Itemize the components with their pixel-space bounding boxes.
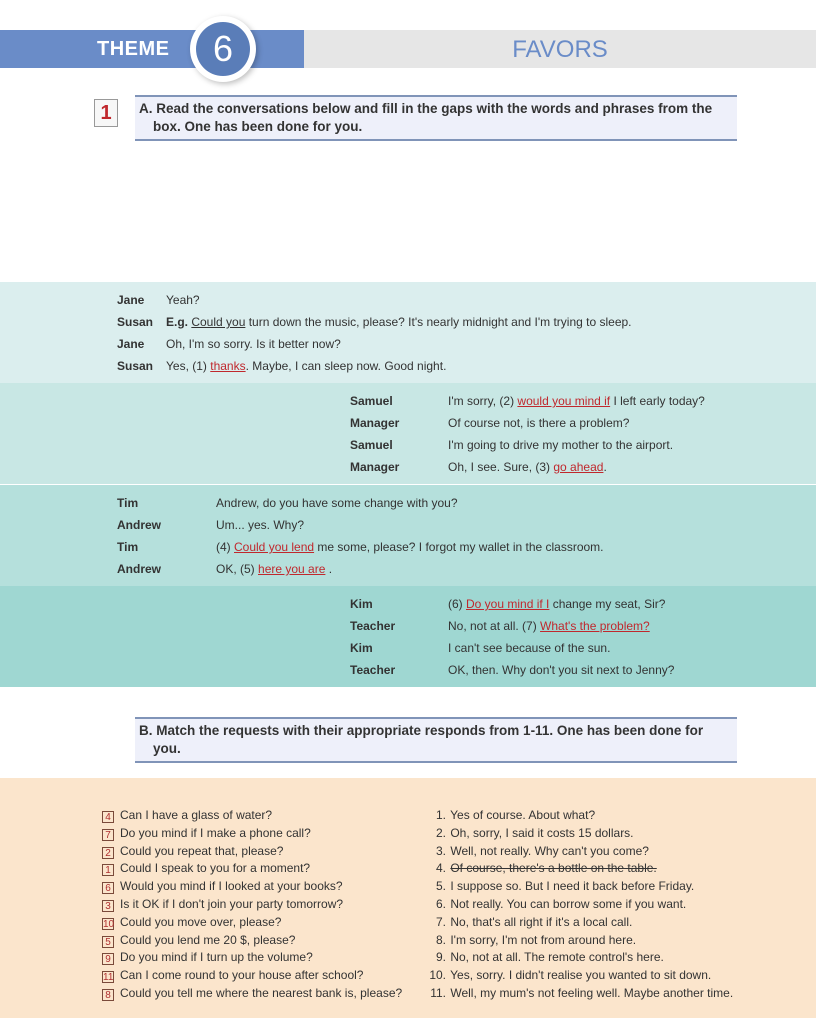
response-number: 6. [435,897,446,911]
request-text: Would you mind if I looked at your books? [120,879,343,894]
dialogue-line [166,293,200,307]
answer-box[interactable]: 4 [102,811,114,823]
speaker: Jane [117,337,145,351]
line-text: I'm sorry, (2) [448,394,518,408]
request-text: Can I come round to your house after school? [120,968,364,983]
filled-answer: here you are [258,562,326,576]
response-text: No, that's all right if it's a local call. [450,914,633,929]
request-text: Could I speak to you for a moment? [120,861,311,876]
dialogue-line [448,619,650,633]
dialogue-line [448,438,673,452]
line-text: I can't see because of the sun. [448,641,611,655]
request-text: Do you mind if I make a phone call? [120,825,311,840]
dialogue-line [216,496,458,510]
request-item [102,826,311,841]
instruction-line: box. One has been done for you. [153,119,363,134]
instruction-line: you. [153,741,181,756]
request-text: Could you lend me 20 $, please? [120,932,296,947]
response-number: 10. [429,968,446,983]
speaker: Kim [350,597,373,611]
answer-box[interactable]: 8 [102,989,114,1001]
instruction-line: B. Match the requests with their appropriate responds from 1-11. One has been done for [139,723,704,738]
line-text: Yeah? [166,293,200,307]
filled-answer: would you mind if [517,394,611,408]
response-number: 3. [435,843,446,858]
response-number: 2. [435,825,446,840]
page-title: FAVORS [512,36,608,63]
response-item [424,968,711,982]
response-item [424,897,686,911]
speaker: Manager [350,460,400,474]
answer-box[interactable]: 2 [102,847,114,859]
response-text: No, not at all. The remote control's here. [450,950,664,965]
speaker: Susan [117,359,154,373]
request-text: Could you tell me where the nearest bank is, please? [120,986,403,1000]
filled-answer: Could you lend [234,540,315,554]
response-item [424,844,649,858]
line-text: (6) [448,597,466,611]
line-text: Of course not, is there a problem? [448,416,630,430]
line-text: I'm going to drive my mother to the airport. [448,438,674,452]
dialogue-line [166,315,632,329]
response-number: 5. [435,879,446,894]
speaker: Samuel [350,438,393,452]
response-text: Not really. You can borrow some if you want. [450,897,687,911]
instruction-a [135,95,737,141]
speaker: Susan [117,315,154,329]
dialogue-line [448,663,674,677]
speaker: Samuel [350,394,393,408]
request-text: Could you move over, please? [120,914,282,929]
line-text: Andrew, do you have some change with you? [216,496,458,510]
response-item [424,950,664,964]
dialogue-line [448,641,610,655]
request-item [102,950,313,965]
dialogue-line [166,359,446,373]
speaker: Teacher [350,619,396,633]
line-text: Um... yes. Why? [216,518,305,532]
speaker: Tim [117,540,139,554]
section-number: 1 [94,99,118,127]
response-text: I'm sorry, I'm not from around here. [450,932,637,947]
request-text: Do you mind if I turn up the volume? [120,950,313,965]
response-number: 9. [435,950,446,965]
dialogue-line [166,337,341,351]
line-text: No, not at all. (7) [448,619,541,633]
response-item [424,879,694,893]
instruction-line: A. Read the conversations below and fill in the gaps with the words and phrases from the [139,101,713,116]
request-item [102,933,295,948]
speaker: Manager [350,416,400,430]
dialogue-line [216,518,304,532]
response-item [424,826,634,840]
response-number: 11. [430,986,446,1000]
speaker: Andrew [117,562,162,576]
dialogue-line [448,460,607,474]
filled-answer: go ahead [553,460,604,474]
response-number: 1. [435,808,446,822]
line-text: turn down the music, please? It's nearly midnight and I'm trying to sleep. [245,315,632,329]
answer-box[interactable]: 7 [102,829,114,841]
dialogue-2 [0,383,816,484]
response-item [424,933,636,947]
theme-label: THEME [97,38,170,60]
filled-answer: Do you mind if I [466,597,550,611]
line-text: I left early today? [610,394,705,408]
line-text: . [325,562,333,576]
request-item [102,968,363,983]
answer-box[interactable]: 9 [102,953,114,965]
example-answer: Could you [191,315,246,329]
filled-answer: thanks [210,359,246,373]
response-text: Well, my mum's not feeling well. Maybe another time. [450,986,734,1000]
line-text: Oh, I'm so sorry. Is it better now? [166,337,341,351]
line-text: OK, then. Why don't you sit next to Jenny? [448,663,675,677]
response-item [424,986,733,1000]
request-item [102,915,281,930]
response-text: Well, not really. Why can't you come? [450,843,649,858]
response-item [424,808,595,822]
response-text: Yes of course. About what? [450,808,596,822]
answer-box[interactable]: 5 [102,936,114,948]
response-item [424,861,657,875]
line-text: . Maybe, I can sleep now. Good night. [245,359,447,373]
response-text: Of course, there's a bottle on the table. [450,861,657,876]
response-item [424,915,632,929]
line-text: . [603,460,607,474]
request-item [102,986,402,1001]
line-text: Oh, I see. Sure, (3) [448,460,554,474]
request-item [102,897,343,912]
response-text: I suppose so. But I need it back before Friday. [450,879,695,894]
response-number: 7. [435,914,446,929]
dialogue-line [448,416,629,430]
theme-number: 6 [196,22,250,76]
answer-box[interactable]: 3 [102,900,114,912]
answer-box[interactable]: 6 [102,882,114,894]
line-text: Yes, (1) [166,359,211,373]
response-text: Yes, sorry. I didn't realise you wanted to sit down. [450,968,712,983]
response-text: Oh, sorry, I said it costs 15 dollars. [450,825,634,840]
speaker: Kim [350,641,373,655]
response-number: 8. [435,932,446,947]
speaker: Andrew [117,518,162,532]
line-text: OK, (5) [216,562,259,576]
request-text: Could you repeat that, please? [120,843,284,858]
request-item [102,879,343,894]
dialogue-line [216,540,604,554]
request-item [102,861,310,876]
filled-answer: What's the problem? [540,619,650,633]
answer-box[interactable]: 1 [102,864,114,876]
dialogue-line [216,562,332,576]
dialogue-line [448,597,665,611]
example-label: E.g. [166,315,192,329]
speaker: Teacher [350,663,396,677]
request-item [102,844,283,859]
line-text: (4) [216,540,234,554]
dialogue-4 [0,586,816,687]
answer-box[interactable]: 11 [103,972,114,984]
speaker: Tim [117,496,139,510]
speaker: Jane [117,293,145,307]
dialogue-3 [0,485,816,586]
request-text: Can I have a glass of water? [120,808,273,822]
instruction-b [135,717,737,763]
response-number: 4. [435,861,446,876]
line-text: me some, please? I forgot my wallet in the classroom. [314,540,604,554]
dialogue-line [448,394,705,408]
dialogue-1 [0,282,816,383]
line-text: change my seat, Sir? [549,597,666,611]
request-item [102,808,272,823]
request-text: Is it OK if I don't join your party tomorrow? [120,897,344,911]
answer-box[interactable]: 10 [103,918,115,930]
